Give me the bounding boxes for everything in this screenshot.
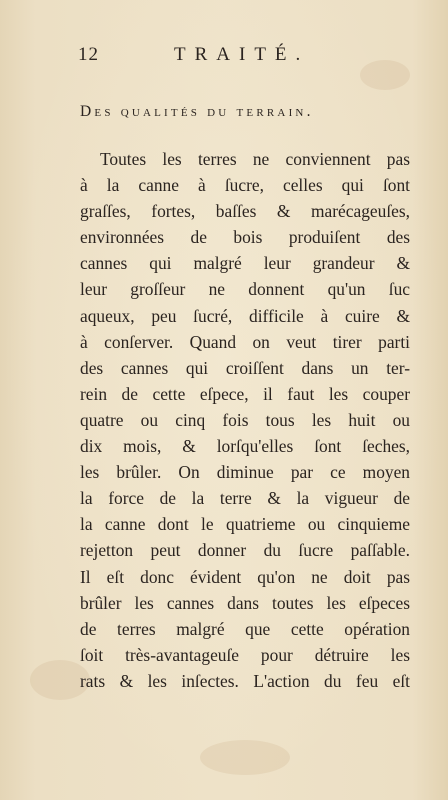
text-line: dix mois, & lorſqu'elles ſont ſeches, — [80, 436, 410, 457]
text-line: brûler les cannes dans toutes les eſpeces — [80, 592, 410, 613]
text-line: quatre ou cinq fois tous les huit ou — [80, 409, 410, 430]
section-heading: Des qualités du terrain. — [80, 103, 314, 120]
text-line: ſoit très-avantageuſe pour détruire les — [80, 644, 410, 665]
text-line: Toutes les terres ne conviennent pas — [100, 149, 410, 169]
text-line: environnées de bois produiſent des — [80, 227, 410, 248]
text-line: Il eſt donc évident qu'on ne doit pas — [80, 566, 410, 587]
text-line: de terres malgré que cette opération — [80, 618, 410, 639]
text-line: rejetton peut donner du ſucre paſſable. — [80, 540, 410, 561]
page-number: 12 — [78, 44, 99, 65]
text-line: rats & les inſectes. L'action du feu eſt — [80, 670, 410, 691]
text-line: la force de la terre & la vigueur de — [80, 488, 410, 509]
paper-stain — [200, 740, 290, 775]
body-paragraph — [80, 146, 410, 694]
text-line: des cannes qui croiſſent dans un ter- — [80, 357, 410, 378]
text-line: leur groſſeur ne donnent qu'un ſuc — [80, 279, 410, 300]
running-title: TRAITÉ. — [174, 44, 310, 65]
running-head — [0, 44, 448, 72]
text-line: graſſes, fortes, baſſes & marécageuſes, — [80, 201, 410, 222]
text-line: à conſerver. Quand on veut tirer parti — [80, 331, 410, 352]
text-line: la canne dont le quatrieme ou cinquieme — [80, 514, 410, 535]
text-line: rein de cette eſpece, il faut les couper — [80, 383, 410, 404]
text-line: à la canne à ſucre, celles qui ſont — [80, 175, 410, 196]
text-line: aqueux, peu ſucré, difficile à cuire & — [80, 305, 410, 326]
text-line: cannes qui malgré leur grandeur & — [80, 253, 410, 274]
text-line: les brûler. On diminue par ce moyen — [80, 462, 410, 483]
